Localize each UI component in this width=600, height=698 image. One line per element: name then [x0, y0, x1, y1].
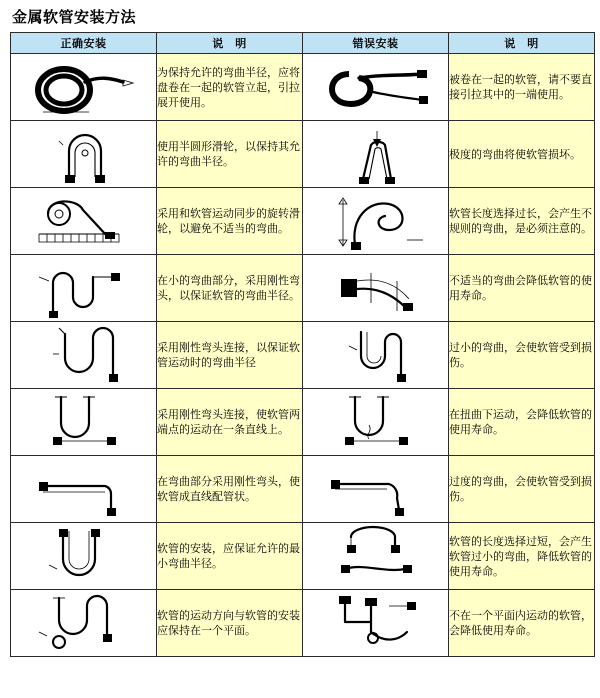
- desc-wrong: 软管长度选择过长，会产生不规则的弯曲，是必须注意的。: [449, 188, 595, 255]
- figure-hose-moving-out-of-plane: [303, 590, 449, 657]
- table-row: [11, 523, 595, 590]
- header-correct-install: 正确安装: [11, 33, 157, 54]
- figure-too-small-bend-radius-loop: [303, 322, 449, 389]
- desc-correct: 采用和软管运动同步的旋转滑轮，以避免不适当的弯曲。: [157, 188, 303, 255]
- desc-correct: 采用刚性弯头连接，以保证软管运动时的弯曲半径: [157, 322, 303, 389]
- table-row: [11, 590, 595, 657]
- desc-wrong: 过小的弯曲，会使软管受到损伤。: [449, 322, 595, 389]
- figure-hose-with-synchronized-rotating-pulley: [11, 188, 157, 255]
- desc-correct: 使用半圆形滑轮，以保持其允许的弯曲半径。: [157, 121, 303, 188]
- desc-wrong: 不适当的弯曲会降低软管的使用寿命。: [449, 255, 595, 322]
- desc-correct: 为保持允许的弯曲半径，应将盘卷在一起的软管立起，引拉展开使用。: [157, 54, 303, 121]
- figure-hose-installed-with-min-bend-radius: [11, 523, 157, 590]
- desc-correct: 采用刚性弯头连接，使软管两端点的运动在一条直线上。: [157, 389, 303, 456]
- figure-coiled-hose-standing-upright: [11, 54, 157, 121]
- desc-correct: 软管的运动方向与软管的安装应保持在一个平面。: [157, 590, 303, 657]
- desc-wrong: 在扭曲下运动，会降低软管的使用寿命。: [449, 389, 595, 456]
- desc-wrong: 被卷在一起的软管，请不要直接引拉其中的一端使用。: [449, 54, 595, 121]
- table-row: [11, 121, 595, 188]
- desc-wrong: 极度的弯曲将使软管损坏。: [449, 121, 595, 188]
- figure-hose-over-half-round-pulley: [11, 121, 157, 188]
- table-body: [11, 54, 595, 657]
- table-row: [11, 322, 595, 389]
- table-row: [11, 255, 595, 322]
- figure-rigid-elbow-at-small-bend: [11, 255, 157, 322]
- desc-correct: 软管的安装，应保证允许的最小弯曲半径。: [157, 523, 303, 590]
- figure-coiled-hose-pulled-from-middle: [303, 54, 449, 121]
- table-row: [11, 54, 595, 121]
- figure-hose-bent-sharply-over-narrow-support: [303, 121, 449, 188]
- figure-hose-too-long-small-bend: [303, 523, 449, 590]
- header-wrong-desc: 说 明: [449, 33, 595, 54]
- header-correct-desc: 说 明: [157, 33, 303, 54]
- figure-rigid-elbow-connection-u-loop: [11, 322, 157, 389]
- header-wrong-install: 错误安装: [303, 33, 449, 54]
- figure-excessive-bend-at-connection: [303, 456, 449, 523]
- desc-wrong: 过度的弯曲，会使软管受到损伤。: [449, 456, 595, 523]
- table-row: [11, 456, 595, 523]
- figure-hose-twisted-while-moving: [303, 389, 449, 456]
- desc-correct: 在弯曲部分采用刚性弯头，使软管成直线配管状。: [157, 456, 303, 523]
- figure-hose-motion-in-same-plane-as-install: [11, 590, 157, 657]
- hose-installation-table: [10, 32, 595, 657]
- figure-hose-too-long-irregular-bend: [303, 188, 449, 255]
- table-row: [11, 389, 595, 456]
- figure-improper-sharp-bend-at-fitting: [303, 255, 449, 322]
- table-row: [11, 188, 595, 255]
- figure-rigid-elbow-straight-piping-at-bend: [11, 456, 157, 523]
- table-header: [11, 33, 595, 54]
- header-row: [11, 33, 595, 54]
- desc-wrong: 软管的长度选择过短，会产生软管过小的弯曲，降低软管的使用寿命。: [449, 523, 595, 590]
- page-title: 金属软管安装方法: [12, 8, 137, 26]
- figure-rigid-elbows-both-ends-straight-line: [11, 389, 157, 456]
- desc-wrong: 不在一个平面内运动的软管，会降低使用寿命。: [449, 590, 595, 657]
- desc-correct: 在小的弯曲部分，采用刚性弯头，以保证软管的弯曲半径。: [157, 255, 303, 322]
